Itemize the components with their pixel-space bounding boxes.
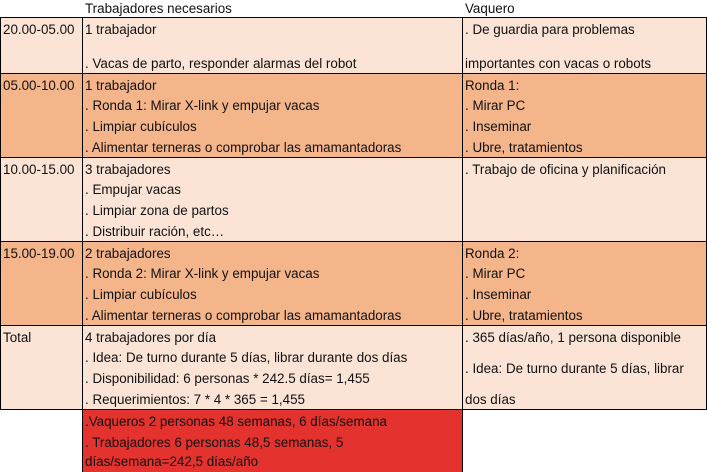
cell-line: . 365 días/año, 1 persona disponible bbox=[465, 330, 681, 345]
column-divider bbox=[462, 17, 463, 472]
table-row-afternoon-time bbox=[0, 241, 82, 325]
cell-line: . Inseminar bbox=[465, 287, 532, 302]
cell-line: . Vacas de parto, responder alarmas del robot bbox=[85, 56, 357, 71]
cell-line: . Ronda 1: Mirar X-link y empujar vacas bbox=[85, 98, 320, 113]
cell-line: . Idea: De turno durante 5 días, librar bbox=[465, 361, 684, 376]
table-row-total-time bbox=[0, 325, 82, 409]
row-divider bbox=[0, 241, 707, 242]
table-row-total-workers bbox=[82, 325, 462, 409]
summary-empty-cell-right bbox=[462, 409, 707, 472]
cell-line: 2 trabajadores bbox=[85, 246, 171, 261]
table-row-midday-cowman bbox=[462, 157, 707, 241]
summary-line: días/semana=242,5 días/año bbox=[85, 454, 259, 469]
cell-line: . Trabajo de oficina y planificación bbox=[465, 162, 666, 177]
cell-line: . De guardia para problemas bbox=[465, 22, 635, 37]
cell-line: . Mirar PC bbox=[465, 266, 526, 281]
cell-line: . Ronda 2: Mirar X-link y empujar vacas bbox=[85, 266, 320, 281]
cell-line: . Ubre, tratamientos bbox=[465, 140, 583, 155]
time-label: 05.00-10.00 bbox=[3, 78, 75, 93]
column-divider bbox=[82, 17, 83, 472]
row-divider bbox=[0, 73, 707, 74]
header-cell-time bbox=[0, 0, 82, 17]
cell-line: . Alimentar terneras o comprobar las amamantadoras bbox=[85, 140, 402, 155]
cell-line: importantes con vacas o robots bbox=[465, 56, 652, 71]
cell-line: . Limpiar cubículos bbox=[85, 119, 197, 134]
row-divider bbox=[0, 17, 707, 18]
cell-line: . Ubre, tratamientos bbox=[465, 308, 583, 323]
cell-line: . Limpiar zona de partos bbox=[85, 203, 229, 218]
cell-line: 4 trabajadores por día bbox=[85, 330, 217, 345]
row-divider bbox=[0, 157, 707, 158]
table-row-midday-time bbox=[0, 157, 82, 241]
cell-line: . Limpiar cubículos bbox=[85, 287, 197, 302]
row-divider bbox=[0, 325, 707, 326]
header-cell-cowman bbox=[462, 0, 707, 17]
table-row-morning-time bbox=[0, 73, 82, 157]
cell-line: . Requerimientos: 7 * 4 * 365 = 1,455 bbox=[85, 392, 305, 407]
table-row-morning-workers bbox=[82, 73, 462, 157]
cell-line: 3 trabajadores bbox=[85, 162, 171, 177]
time-label: 15.00-19.00 bbox=[3, 246, 75, 261]
header-cowman-label: Vaquero bbox=[465, 1, 515, 16]
table-row-night-cowman bbox=[462, 17, 707, 73]
table-row-afternoon-workers bbox=[82, 241, 462, 325]
summary-empty-cell bbox=[0, 409, 82, 472]
header-cell-workers bbox=[82, 0, 462, 17]
cell-line: Ronda 2: bbox=[465, 246, 520, 261]
cell-line: 1 trabajador bbox=[85, 78, 157, 93]
cell-line: . Disponibilidad: 6 personas * 242.5 días= 1,455 bbox=[85, 371, 370, 386]
cell-line: . Idea: De turno durante 5 días, librar durante dos días bbox=[85, 350, 408, 365]
cell-line: . Distribuir ración, etc… bbox=[85, 224, 225, 239]
cell-line: . Mirar PC bbox=[465, 98, 526, 113]
row-divider bbox=[0, 409, 707, 410]
header-workers-label: Trabajadores necesarios bbox=[85, 1, 232, 16]
summary-line: . Trabajadores 6 personas 48,5 semanas, 5 bbox=[85, 435, 344, 450]
cell-line: . Inseminar bbox=[465, 119, 532, 134]
time-label: Total bbox=[3, 330, 32, 345]
column-divider bbox=[0, 17, 1, 409]
cell-line: dos días bbox=[465, 392, 516, 407]
table-row-afternoon-cowman bbox=[462, 241, 707, 325]
table-row-total-cowman bbox=[462, 325, 707, 409]
table-row-night-workers bbox=[82, 17, 462, 73]
time-label: 10.00-15.00 bbox=[3, 162, 75, 177]
time-label: 20.00-05.00 bbox=[3, 22, 75, 37]
cell-line: . Alimentar terneras o comprobar las amamantadoras bbox=[85, 308, 402, 323]
cell-line: 1 trabajador bbox=[85, 22, 157, 37]
cell-line: Ronda 1: bbox=[465, 78, 520, 93]
table-row-midday-workers bbox=[82, 157, 462, 241]
cell-line: . Empujar vacas bbox=[85, 182, 182, 197]
table-row-morning-cowman bbox=[462, 73, 707, 157]
table-row-night-time bbox=[0, 17, 82, 73]
summary-cell bbox=[82, 409, 462, 472]
summary-line: .Vaqueros 2 personas 48 semanas, 6 días/semana bbox=[85, 414, 387, 429]
